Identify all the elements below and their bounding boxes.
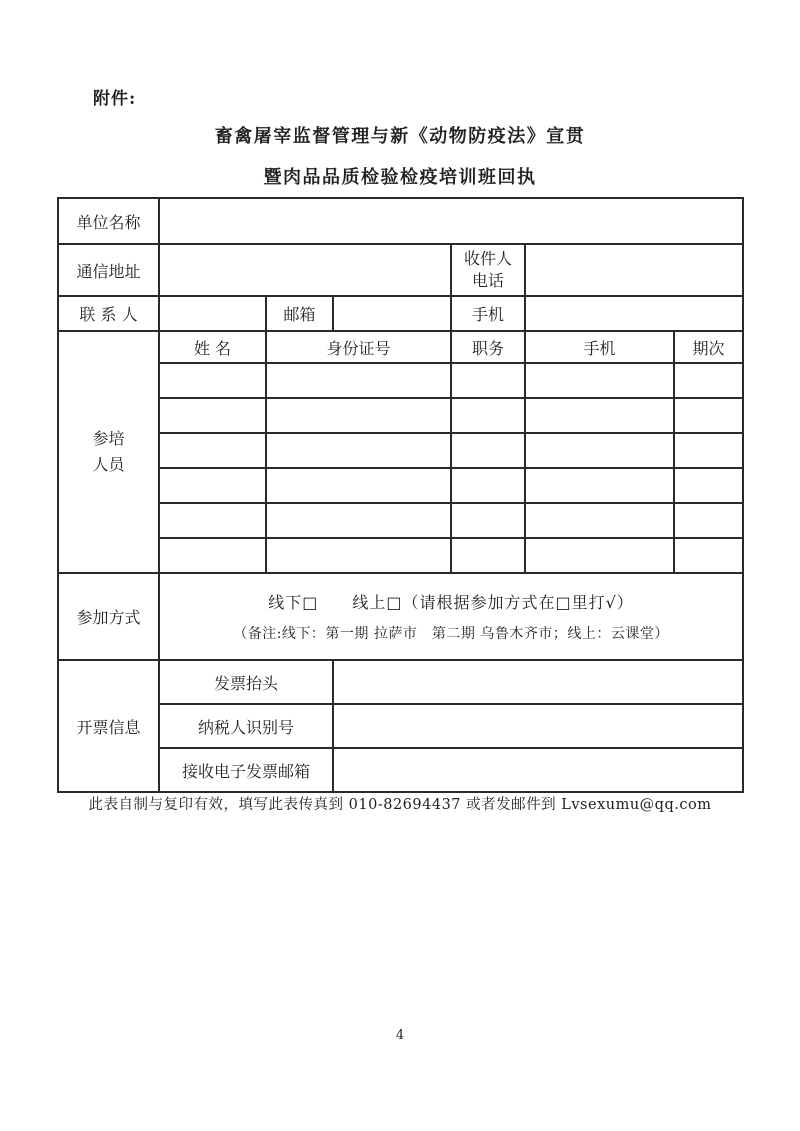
page-number: 4 [395,1028,405,1043]
participant-row [58,363,743,398]
participant-title-cell [451,468,525,503]
participation-remark: （备注:线下：第一期 拉萨市 第二期 乌鲁木齐市；线上：云课堂） [233,626,669,642]
participant-name-cell [159,538,266,573]
unit-name-row [58,198,743,244]
participant-session-cell [674,503,743,538]
participant-id-cell [266,503,451,538]
participant-row [58,538,743,573]
contact-label: 联 系 人 [58,296,159,331]
participant-title-cell [451,433,525,468]
contact-mobile-value-cell [525,296,743,331]
recipient-phone-label [451,244,525,296]
participation-label: 参加方式 [58,573,159,660]
participant-row [58,433,743,468]
reply-form-table [57,197,744,793]
participant-id-cell [266,538,451,573]
participant-name-cell [159,468,266,503]
participants-col-session: 期次 [674,331,743,363]
participants-col-mobile: 手机 [525,331,674,363]
contact-value-cell [159,296,266,331]
recipient-phone-value-cell [525,244,743,296]
participant-title-cell [451,503,525,538]
participant-session-cell [674,538,743,573]
invoice-label: 开票信息 [58,660,159,792]
participant-name-cell [159,363,266,398]
participant-row [58,503,743,538]
taxpayer-id-value-cell [333,704,743,748]
unit-name-value-cell [159,198,743,244]
invoice-title-row [58,660,743,704]
participant-session-cell [674,433,743,468]
participant-mobile-cell [525,363,674,398]
recipient-phone-label-text: 收件人电话 [463,249,512,290]
participant-title-cell [451,398,525,433]
address-row [58,244,743,296]
einvoice-email-value-cell [333,748,743,792]
einvoice-email-label: 接收电子发票邮箱 [159,748,333,792]
footer-note: 此表自制与复印有效，填写此表传真到 010-82694437 或者发邮件到 Lvsexumu@qq.com [88,797,712,813]
participant-row [58,468,743,503]
address-value-cell [159,244,451,296]
participants-col-name: 姓 名 [159,331,266,363]
taxpayer-id-label: 纳税人识别号 [159,704,333,748]
email-value-cell [333,296,451,331]
participation-content-cell [159,573,743,660]
participants-header-row [58,331,743,363]
participants-col-id: 身份证号 [266,331,451,363]
participant-mobile-cell [525,503,674,538]
page-title-line1: 畜禽屠宰监督管理与新《动物防疫法》宣贯 [214,126,586,147]
participant-id-cell [266,363,451,398]
participant-name-cell [159,503,266,538]
invoice-header-value-cell [333,660,743,704]
participant-id-cell [266,398,451,433]
participant-row [58,398,743,433]
participant-name-cell [159,398,266,433]
participants-label [58,331,159,573]
participant-mobile-cell [525,433,674,468]
participant-id-cell [266,468,451,503]
participation-options: 线下□ 线上□（请根据参加方式在□里打√） [268,593,634,612]
contact-row [58,296,743,331]
participant-id-cell [266,433,451,468]
participant-title-cell [451,363,525,398]
participants-col-title: 职务 [451,331,525,363]
participant-session-cell [674,398,743,433]
participant-mobile-cell [525,398,674,433]
invoice-header-label: 发票抬头 [159,660,333,704]
participant-mobile-cell [525,538,674,573]
attachment-label: 附件: [93,89,137,109]
email-label: 邮箱 [266,296,333,331]
contact-mobile-label: 手机 [451,296,525,331]
participant-session-cell [674,363,743,398]
einvoice-email-row [58,748,743,792]
address-label: 通信地址 [58,244,159,296]
participation-row [58,573,743,660]
participant-mobile-cell [525,468,674,503]
page-title-line2: 暨肉品品质检验检疫培训班回执 [263,167,537,188]
participants-label-text: 参培人员 [92,429,125,474]
participant-name-cell [159,433,266,468]
participant-session-cell [674,468,743,503]
participant-title-cell [451,538,525,573]
unit-name-label: 单位名称 [58,198,159,244]
taxpayer-id-row [58,704,743,748]
